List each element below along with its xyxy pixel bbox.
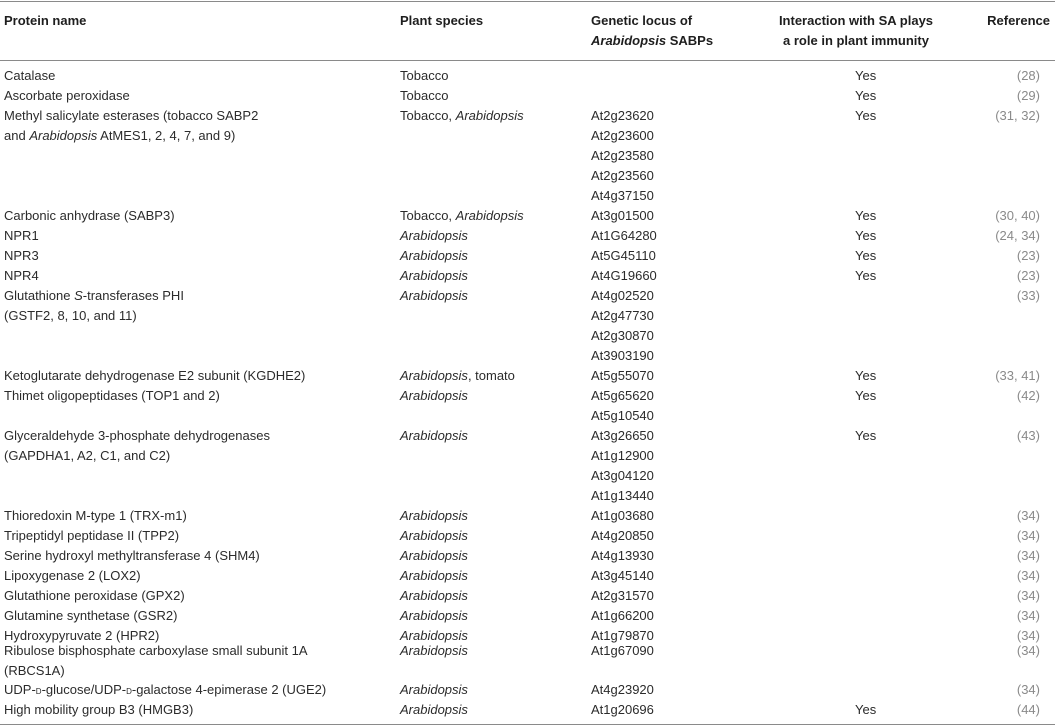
protein-name-part: UDP- xyxy=(4,682,36,697)
reference: (44) xyxy=(1016,702,1040,717)
plant-species: Arabidopsis xyxy=(400,228,468,243)
header-interaction xyxy=(746,11,966,51)
protein-name: Ketoglutarate dehydrogenase E2 subunit (KGDHE2) xyxy=(4,368,306,383)
protein-name-post: AtMES1, 2, 4, 7, and 9) xyxy=(97,128,236,143)
header-protein-name: Protein name xyxy=(4,13,87,28)
protein-name xyxy=(4,426,270,466)
reference: (29) xyxy=(1016,88,1040,103)
locus: At2g47730 xyxy=(591,308,654,323)
plant-species: Arabidopsis xyxy=(400,388,468,403)
protein-name: NPR3 xyxy=(4,248,39,263)
locus: At2g23580 xyxy=(591,148,654,163)
reference: (30, 40) xyxy=(995,208,1040,223)
table-top-rule xyxy=(0,1,1055,2)
protein-name: NPR1 xyxy=(4,228,39,243)
reference: (24, 34) xyxy=(995,228,1040,243)
protein-name-italic: S xyxy=(74,288,83,303)
plant-species: Arabidopsis xyxy=(400,288,468,303)
locus: At3g45140 xyxy=(591,568,654,583)
locus: At2g23560 xyxy=(591,168,654,183)
locus: At3903190 xyxy=(591,348,654,363)
plant-species: Arabidopsis xyxy=(400,643,468,658)
protein-name: Glutathione peroxidase (GPX2) xyxy=(4,588,185,603)
interaction-yes: Yes xyxy=(855,88,877,103)
locus: At2g30870 xyxy=(591,328,654,343)
reference: (34) xyxy=(1016,682,1040,697)
plant-species: Arabidopsis xyxy=(400,248,468,263)
interaction-yes: Yes xyxy=(855,248,877,263)
plant-species: Tobacco xyxy=(400,88,449,103)
locus: At4g02520 xyxy=(591,288,654,303)
reference: (34) xyxy=(1016,588,1040,603)
protein-name-line: (GSTF2, 8, 10, and 11) xyxy=(4,308,137,323)
locus: At3g04120 xyxy=(591,468,654,483)
interaction-yes: Yes xyxy=(855,228,877,243)
header-locus-italic: Arabidopsis xyxy=(591,33,667,48)
locus: At1g03680 xyxy=(591,508,654,523)
protein-name-post: -transferases PHI xyxy=(82,288,184,303)
locus: At3g26650 xyxy=(591,428,654,443)
table-bottom-rule xyxy=(0,724,1055,725)
locus: At1g13440 xyxy=(591,488,654,503)
protein-name: Carbonic anhydrase (SABP3) xyxy=(4,208,175,223)
interaction-yes: Yes xyxy=(855,268,877,283)
reference: (33, 41) xyxy=(995,368,1040,383)
protein-name-line: Glyceraldehyde 3-phosphate dehydrogenases xyxy=(4,428,270,443)
protein-name xyxy=(4,286,184,326)
locus: At1g66200 xyxy=(591,608,654,623)
protein-name-line: Methyl salicylate esterases (tobacco SABP2 xyxy=(4,108,259,123)
locus: At4g20850 xyxy=(591,528,654,543)
plant-species: Arabidopsis xyxy=(400,428,468,443)
plant-species xyxy=(400,106,524,126)
protein-name: Thioredoxin M-type 1 (TRX-m1) xyxy=(4,508,187,523)
header-interaction-line2: a role in plant immunity xyxy=(783,33,929,48)
locus: At4g13930 xyxy=(591,548,654,563)
plant-species: Arabidopsis xyxy=(400,568,468,583)
reference: (42) xyxy=(1016,388,1040,403)
protein-name-pre: and xyxy=(4,128,30,143)
protein-name xyxy=(4,641,308,681)
plant-species: Arabidopsis xyxy=(400,588,468,603)
species-italic: Arabidopsis xyxy=(455,208,524,223)
plant-species xyxy=(400,366,515,386)
protein-name: High mobility group B3 (HMGB3) xyxy=(4,702,194,717)
locus: At2g23600 xyxy=(591,128,654,143)
protein-name-smallcaps: d xyxy=(126,685,132,697)
locus: At1g12900 xyxy=(591,448,654,463)
header-locus-rest: SABPs xyxy=(666,33,714,48)
table-header-rule xyxy=(0,60,1055,61)
protein-name: NPR4 xyxy=(4,268,39,283)
reference: (23) xyxy=(1016,268,1040,283)
header-reference: Reference xyxy=(987,13,1050,28)
locus: At1g20696 xyxy=(591,702,654,717)
locus: At4G19660 xyxy=(591,268,657,283)
reference: (34) xyxy=(1016,508,1040,523)
species-italic: Arabidopsis xyxy=(29,128,98,143)
interaction-yes: Yes xyxy=(855,428,877,443)
species-tobacco: Tobacco, xyxy=(400,108,456,123)
header-plant-species: Plant species xyxy=(400,13,484,28)
plant-species: Arabidopsis xyxy=(400,508,468,523)
plant-species: Arabidopsis xyxy=(400,268,468,283)
protein-name-pre: Glutathione xyxy=(4,288,75,303)
protein-name: Lipoxygenase 2 (LOX2) xyxy=(4,568,141,583)
reference: (28) xyxy=(1016,68,1040,83)
reference: (34) xyxy=(1016,548,1040,563)
plant-species: Arabidopsis xyxy=(400,528,468,543)
protein-name xyxy=(4,680,326,701)
locus: At1g79870 xyxy=(591,628,654,643)
protein-name-line: (GAPDHA1, A2, C1, and C2) xyxy=(4,448,171,463)
protein-name-line: Ribulose bisphosphate carboxylase small subunit 1A xyxy=(4,643,308,658)
protein-name xyxy=(4,106,258,146)
reference: (33) xyxy=(1016,288,1040,303)
protein-name: Catalase xyxy=(4,68,56,83)
locus: At2g31570 xyxy=(591,588,654,603)
interaction-yes: Yes xyxy=(855,68,877,83)
protein-name-smallcaps: d xyxy=(35,685,42,697)
locus: At2g23620 xyxy=(591,108,654,123)
protein-name: Hydroxypyruvate 2 (HPR2) xyxy=(4,628,160,643)
interaction-yes: Yes xyxy=(855,108,877,123)
locus: At4g37150 xyxy=(591,188,654,203)
protein-name: Ascorbate peroxidase xyxy=(4,88,130,103)
interaction-yes: Yes xyxy=(855,208,877,223)
plant-species: Arabidopsis xyxy=(400,548,468,563)
reference: (34) xyxy=(1016,628,1040,643)
reference: (23) xyxy=(1016,248,1040,263)
header-locus-line1: Genetic locus of xyxy=(591,13,693,28)
species-italic: Arabidopsis xyxy=(455,108,524,123)
protein-name: Serine hydroxyl methyltransferase 4 (SHM4) xyxy=(4,548,260,563)
locus: At5g65620 xyxy=(591,388,654,403)
locus: At1g67090 xyxy=(591,643,654,658)
protein-name-part: -glucose/UDP- xyxy=(41,682,127,697)
protein-name-line: (RBCS1A) xyxy=(4,663,65,678)
reference: (34) xyxy=(1016,528,1040,543)
locus: At4g23920 xyxy=(591,682,654,697)
species-tomato: , tomato xyxy=(467,368,515,383)
protein-name: Thimet oligopeptidases (TOP1 and 2) xyxy=(4,388,220,403)
interaction-yes: Yes xyxy=(855,368,877,383)
species-italic: Arabidopsis xyxy=(400,368,468,383)
reference: (34) xyxy=(1016,643,1040,658)
locus: At5G45110 xyxy=(591,248,656,263)
locus: At1G64280 xyxy=(591,228,657,243)
header-genetic-locus xyxy=(591,11,713,51)
interaction-yes: Yes xyxy=(855,702,877,717)
reference: (43) xyxy=(1016,428,1040,443)
protein-name: Tripeptidyl peptidase II (TPP2) xyxy=(4,528,180,543)
plant-species: Arabidopsis xyxy=(400,682,468,697)
plant-species: Arabidopsis xyxy=(400,608,468,623)
header-interaction-line1: Interaction with SA plays xyxy=(778,13,934,28)
plant-species: Tobacco xyxy=(400,68,449,83)
interaction-yes: Yes xyxy=(855,388,877,403)
locus: At3g01500 xyxy=(591,208,654,223)
plant-species: Arabidopsis xyxy=(400,628,468,643)
locus: At5g10540 xyxy=(591,408,654,423)
protein-name: Glutamine synthetase (GSR2) xyxy=(4,608,178,623)
plant-species: Arabidopsis xyxy=(400,702,468,717)
reference: (31, 32) xyxy=(995,108,1040,123)
protein-name-part: -galactose 4-epimerase 2 (UGE2) xyxy=(131,682,327,697)
plant-species xyxy=(400,206,524,226)
reference: (34) xyxy=(1016,568,1040,583)
locus: At5g55070 xyxy=(591,368,654,383)
reference: (34) xyxy=(1016,608,1040,623)
species-tobacco: Tobacco, xyxy=(400,208,456,223)
